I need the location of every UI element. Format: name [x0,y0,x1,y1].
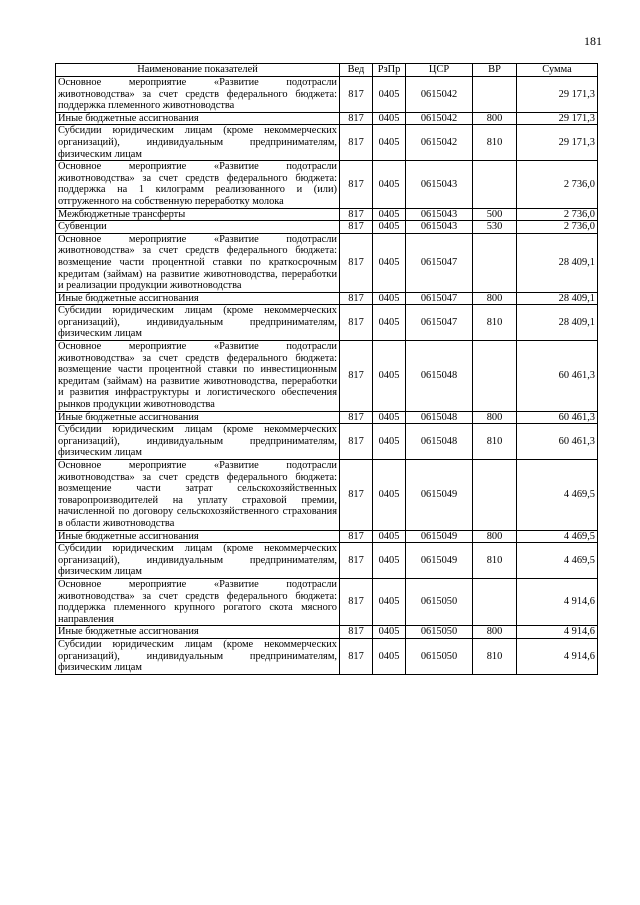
cell-vr: 810 [473,125,517,161]
cell-vr: 500 [473,208,517,221]
cell-rzpr: 0405 [373,208,406,221]
cell-sum: 28 409,1 [517,292,598,305]
table-row [56,543,598,579]
cell-vr: 800 [473,530,517,543]
cell-rzpr: 0405 [373,460,406,531]
cell-rzpr: 0405 [373,233,406,292]
cell-sum: 29 171,3 [517,112,598,125]
cell-csr: 0615050 [406,638,473,674]
cell-name: Субсидии юридическим лицам (кроме некоммерческих организаций), индивидуальным предпринимателям, физическим лицам [56,543,340,579]
cell-ved: 817 [340,292,373,305]
header-vr: ВР [473,64,517,77]
cell-vr: 800 [473,626,517,639]
cell-rzpr: 0405 [373,77,406,113]
budget-table [55,63,598,675]
table-header [56,64,598,77]
table-row [56,292,598,305]
cell-name: Субсидии юридическим лицам (кроме некоммерческих организаций), индивидуальным предпринимателям, физическим лицам [56,638,340,674]
cell-vr: 810 [473,638,517,674]
cell-sum: 60 461,3 [517,424,598,460]
header-rzpr: РзПр [373,64,406,77]
cell-rzpr: 0405 [373,161,406,208]
header-csr: ЦСР [406,64,473,77]
cell-name: Иные бюджетные ассигнования [56,530,340,543]
cell-rzpr: 0405 [373,221,406,234]
cell-vr [473,460,517,531]
table-row [56,626,598,639]
cell-name: Основное мероприятие «Развитие подотрасли животноводства» за счет средств федерального бюджета: возмещение части процентной ставки по инвестиционным кредитам (займам) на развитие животноводства, переработки и развития инфраструктуры и логистического обеспечения рынков продукции животноводства [56,341,340,412]
cell-name: Основное мероприятие «Развитие подотрасли животноводства» за счет средств федерального бюджета: возмещение части затрат сельскохозяйственных товаропроизводителей на уплату страховой премии, начисленной по договору сельскохозяйственного страхования в области животноводства [56,460,340,531]
cell-ved: 817 [340,305,373,341]
cell-csr: 0615042 [406,112,473,125]
table-row [56,530,598,543]
cell-csr: 0615042 [406,77,473,113]
cell-name: Основное мероприятие «Развитие подотрасли животноводства» за счет средств федерального бюджета: поддержка на 1 килограмм реализованного и (или) отгруженного на собственную переработку молока [56,161,340,208]
cell-csr: 0615050 [406,626,473,639]
cell-ved: 817 [340,112,373,125]
cell-ved: 817 [340,578,373,625]
cell-name: Иные бюджетные ассигнования [56,112,340,125]
cell-csr: 0615049 [406,543,473,579]
cell-name: Основное мероприятие «Развитие подотрасли животноводства» за счет средств федерального бюджета: поддержка племенного крупного рогатого скота мясного направления [56,578,340,625]
cell-ved: 817 [340,77,373,113]
cell-csr: 0615047 [406,292,473,305]
cell-ved: 817 [340,530,373,543]
cell-rzpr: 0405 [373,543,406,579]
table-row [56,578,598,625]
cell-sum: 2 736,0 [517,221,598,234]
cell-rzpr: 0405 [373,578,406,625]
cell-ved: 817 [340,626,373,639]
cell-name: Межбюджетные трансферты [56,208,340,221]
cell-ved: 817 [340,233,373,292]
cell-csr: 0615042 [406,125,473,161]
cell-ved: 817 [340,341,373,412]
table-row [56,460,598,531]
cell-vr [473,77,517,113]
header-name: Наименование показателей [56,64,340,77]
cell-sum: 2 736,0 [517,161,598,208]
cell-csr: 0615049 [406,460,473,531]
cell-vr: 810 [473,305,517,341]
cell-ved: 817 [340,411,373,424]
cell-vr [473,233,517,292]
cell-sum: 60 461,3 [517,341,598,412]
cell-vr: 800 [473,292,517,305]
table-row [56,638,598,674]
table-row [56,125,598,161]
cell-vr: 800 [473,411,517,424]
header-sum: Сумма [517,64,598,77]
cell-sum: 4 469,5 [517,543,598,579]
cell-csr: 0615047 [406,305,473,341]
cell-rzpr: 0405 [373,292,406,305]
table-row [56,233,598,292]
table-row [56,112,598,125]
cell-sum: 28 409,1 [517,305,598,341]
cell-ved: 817 [340,161,373,208]
cell-sum: 4 469,5 [517,530,598,543]
cell-name: Основное мероприятие «Развитие подотрасли животноводства» за счет средств федерального бюджета: возмещение части процентной ставки по краткосрочным кредитам (займам) на развитие животноводства, переработки и реализации продукции животноводства [56,233,340,292]
cell-rzpr: 0405 [373,125,406,161]
cell-rzpr: 0405 [373,305,406,341]
cell-rzpr: 0405 [373,638,406,674]
cell-vr [473,578,517,625]
cell-name: Субсидии юридическим лицам (кроме некоммерческих организаций), индивидуальным предпринимателям, физическим лицам [56,305,340,341]
cell-name: Иные бюджетные ассигнования [56,626,340,639]
cell-name: Субсидии юридическим лицам (кроме некоммерческих организаций), индивидуальным предпринимателям, физическим лицам [56,424,340,460]
cell-ved: 817 [340,221,373,234]
cell-name: Иные бюджетные ассигнования [56,411,340,424]
table-row [56,424,598,460]
cell-csr: 0615048 [406,341,473,412]
cell-vr [473,341,517,412]
cell-csr: 0615047 [406,233,473,292]
cell-csr: 0615048 [406,411,473,424]
cell-sum: 2 736,0 [517,208,598,221]
cell-sum: 60 461,3 [517,411,598,424]
table-row [56,341,598,412]
table-row [56,305,598,341]
cell-ved: 817 [340,424,373,460]
table-row [56,411,598,424]
cell-rzpr: 0405 [373,626,406,639]
header-ved: Вед [340,64,373,77]
cell-ved: 817 [340,125,373,161]
cell-rzpr: 0405 [373,112,406,125]
cell-csr: 0615048 [406,424,473,460]
table-row [56,221,598,234]
cell-rzpr: 0405 [373,424,406,460]
cell-csr: 0615050 [406,578,473,625]
page-number: 181 [584,34,602,48]
table-row [56,161,598,208]
cell-sum: 4 914,6 [517,578,598,625]
table-body [56,77,598,675]
cell-sum: 29 171,3 [517,77,598,113]
table-row [56,208,598,221]
cell-csr: 0615043 [406,221,473,234]
header-row [56,64,598,77]
cell-rzpr: 0405 [373,341,406,412]
table-row [56,77,598,113]
cell-sum: 4 914,6 [517,626,598,639]
cell-name: Иные бюджетные ассигнования [56,292,340,305]
cell-vr: 530 [473,221,517,234]
cell-vr: 800 [473,112,517,125]
cell-name: Основное мероприятие «Развитие подотрасли животноводства» за счет средств федерального бюджета: поддержка племенного животноводства [56,77,340,113]
cell-ved: 817 [340,460,373,531]
cell-sum: 29 171,3 [517,125,598,161]
cell-rzpr: 0405 [373,530,406,543]
cell-ved: 817 [340,638,373,674]
cell-csr: 0615043 [406,161,473,208]
cell-vr: 810 [473,543,517,579]
cell-name: Субсидии юридическим лицам (кроме некоммерческих организаций), индивидуальным предпринимателям, физическим лицам [56,125,340,161]
cell-name: Субвенции [56,221,340,234]
cell-vr [473,161,517,208]
cell-rzpr: 0405 [373,411,406,424]
cell-csr: 0615043 [406,208,473,221]
cell-sum: 4 469,5 [517,460,598,531]
cell-ved: 817 [340,208,373,221]
cell-vr: 810 [473,424,517,460]
cell-sum: 4 914,6 [517,638,598,674]
cell-csr: 0615049 [406,530,473,543]
cell-ved: 817 [340,543,373,579]
cell-sum: 28 409,1 [517,233,598,292]
